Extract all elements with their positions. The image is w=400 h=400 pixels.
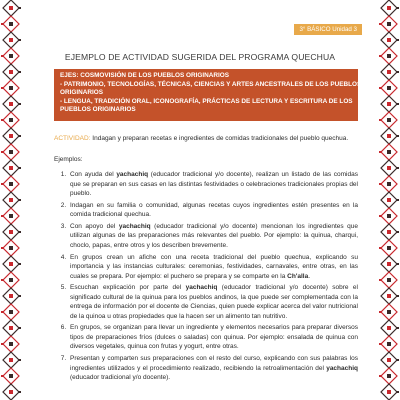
axes-line: ORIGINARIOS <box>60 89 103 97</box>
axes-line: - LENGUA, TRADICIÓN ORAL, ICONOGRAFÍA, PRÁCTICAS DE LECTURA Y ESCRITURA DE LOS <box>60 97 353 105</box>
activity-text: Indagan y preparan recetas e ingredientes de comidas tradicionales del pueblo quechua. <box>90 135 349 142</box>
list-item: 2. Indagan en su familia o comunidad, algunas recetas cuyos ingredientes estén presentes en la comida tradicional quechua. <box>68 201 358 220</box>
activity-paragraph <box>54 134 358 144</box>
axes-box <box>54 69 362 121</box>
axes-line: EJES: COSMOVISIÓN DE LOS PUEBLOS ORIGINARIOS <box>60 72 230 79</box>
list-item: 6. En grupos, se organizan para llevar un ingrediente y elementos necesarios para preparar diversos tipos de preparaciones fríos (dulces o saladas) con quinua. Por ejemplo: ensalada de quinua con diversos vegetales, quinua con frutas y yogurt, entre otras. <box>68 323 358 352</box>
page-title: EJEMPLO DE ACTIVIDAD SUGERIDA DEL PROGRAMA QUECHUA <box>64 52 336 62</box>
examples-list <box>54 170 358 383</box>
axes-line: PUEBLOS ORIGINARIOS <box>60 106 136 114</box>
axes-line: - PATRIMONIO, TECNOLOGÍAS, TÉCNICAS, CIENCIAS Y ARTES ANCESTRALES DE LOS PUEBLOS <box>60 80 362 88</box>
list-item: 3. Con apoyo del yachachiq (educador tradicional y/o docente) mencionan los ingredientes que utilizan algunas de las preparaciones más relevantes del pueblo. Por ejemplo: la quinua, charqui, choclo, papas, entre otros y los describen brevemente. <box>68 222 358 251</box>
list-item: 4. En grupos crean un afiche con una receta tradicional del pueblo quechua, explicando su importancia y las instancias culturales: ceremonias, festividades, carnavales, entre otras, en las cuales se prepara. Por ejemplo: el puchero se prepara y se comparte en la Ch'alla. <box>68 253 358 282</box>
grade-unit-badge: 3° BÁSICO Unidad 3 <box>294 24 362 35</box>
list-item: 7. Presentan y comparten sus preparaciones con el resto del curso, explicando con sus palabras los ingredientes utilizados y el procedimiento realizado, recibiendo la retroalimentación del yachachiq (educador tradicional y/o docente). <box>68 354 358 383</box>
examples-label: Ejemplos: <box>54 155 83 163</box>
list-item: 5. Escuchan explicación por parte del yachachiq (educador tradicional y/o docente) sobre el significado cultural de la quinua para los pueblos andinos, la que puede ser complementada con la entrega de información por el docente de Ciencias, quien puede explicar acerca del valor nutricional de la quinoa u otras propiedades que la hacen ser un alimento tan nutritivo. <box>68 283 358 321</box>
main-content <box>54 134 358 385</box>
list-item: 1. Con ayuda del yachachiq (educador tradicional y/o docente), realizan un listado de las comidas que se preparan en sus casas en las distintas festividades o celebraciones tradicionales propias del pueblo. <box>68 170 358 199</box>
activity-label: ACTIVIDAD: <box>54 135 91 142</box>
